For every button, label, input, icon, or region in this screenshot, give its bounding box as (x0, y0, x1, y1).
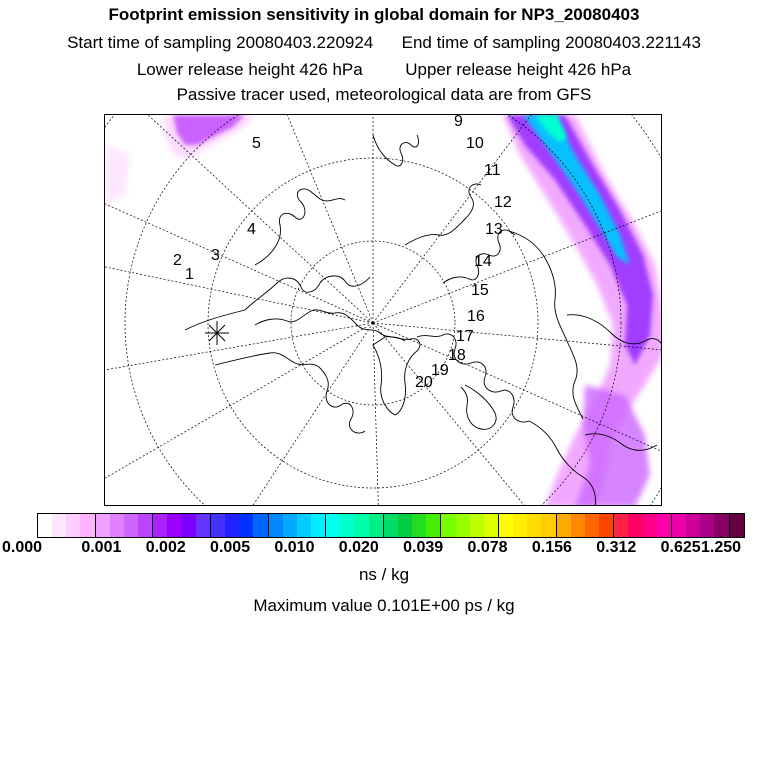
end-time-label: End time of sampling 20080403.221143 (401, 33, 701, 52)
trajectory-label: 15 (471, 282, 489, 299)
colorbar-cell (340, 514, 354, 537)
release-heights (0, 60, 768, 80)
coastline-arctic-russia (255, 310, 405, 341)
colorbar-cell (38, 514, 52, 537)
trajectory-label: 17 (456, 328, 474, 345)
trajectory-label: 16 (467, 308, 485, 325)
colorbar-cell (456, 514, 470, 537)
colorbar-cell (124, 514, 138, 537)
colorbar-cell (326, 514, 340, 537)
colorbar-cell (225, 514, 239, 537)
plume-left-faint (105, 145, 130, 205)
colorbar-cell (138, 514, 153, 537)
colorbar-cell (426, 514, 441, 537)
colorbar-cell (182, 514, 196, 537)
colorbar-tick-label: 0.625 (660, 539, 701, 556)
colorbar-cell (52, 514, 66, 537)
colorbar-tick-label: 0.000 (1, 539, 43, 556)
colorbar-cell (297, 514, 311, 537)
map-panel (104, 114, 662, 506)
colorbar-cell (311, 514, 326, 537)
trajectory-label: 13 (485, 221, 503, 238)
colorbar-cell (369, 514, 384, 537)
colorbar-cell (714, 514, 729, 537)
coastline-europe (215, 353, 365, 433)
colorbar-cell (167, 514, 181, 537)
colorbar-cell (557, 514, 571, 537)
colorbar-cell (80, 514, 95, 537)
colorbar-cell (571, 514, 585, 537)
colorbar-cell (412, 514, 426, 537)
sampling-times (0, 33, 768, 53)
colorbar-cell (599, 514, 614, 537)
colorbar-cell (643, 514, 657, 537)
colorbar-cell (484, 514, 499, 537)
colorbar-cell (700, 514, 714, 537)
trajectory-label: 4 (247, 221, 256, 238)
colorbar-cell (513, 514, 527, 537)
trajectory-label: 19 (431, 362, 449, 379)
colorbar-cell (614, 514, 628, 537)
trajectory-labels (173, 115, 512, 391)
colorbar-cell (283, 514, 297, 537)
colorbar-cell (269, 514, 283, 537)
start-time-label: Start time of sampling 20080403.220924 (67, 33, 374, 52)
colorbar (37, 513, 745, 538)
colorbar-cell (211, 514, 225, 537)
trajectory-label: 2 (173, 252, 182, 269)
colorbar-tick-label: 0.010 (274, 539, 315, 556)
chart-title: Footprint emission sensitivity in global domain for NP3_20080403 (108, 5, 640, 24)
colorbar-cell (657, 514, 672, 537)
colorbar-tick-label: 0.156 (531, 539, 572, 556)
lower-height-label: Lower release height 426 hPa (136, 60, 363, 79)
trajectory-label: 11 (484, 162, 501, 179)
colorbar-tick-label: 0.312 (596, 539, 637, 556)
maximum-value-label: Maximum value 0.101E+00 ps / kg (253, 596, 515, 615)
colorbar-cell (253, 514, 268, 537)
colorbar-cell (541, 514, 556, 537)
colorbar-cell (398, 514, 412, 537)
coastline-top-mid (373, 135, 419, 166)
polar-map (105, 115, 662, 506)
colorbar-cell (110, 514, 124, 537)
coastline-east-asia (255, 189, 345, 265)
colorbar-cell (470, 514, 484, 537)
colorbar-cell (441, 514, 455, 537)
trajectory-label: 1 (185, 266, 194, 283)
trajectory-label: 18 (448, 347, 466, 364)
colorbar-cell (527, 514, 541, 537)
colorbar-tick-label: 0.001 (81, 539, 122, 556)
colorbar-cell (672, 514, 686, 537)
colorbar-cell (153, 514, 167, 537)
trajectory-label: 20 (415, 374, 433, 391)
coastline-east-siberia (405, 184, 481, 245)
colorbar-tick-label: 0.039 (403, 539, 444, 556)
tracer-info: Passive tracer used, meteorological data are from GFS (176, 85, 592, 104)
colorbar-cell (66, 514, 80, 537)
colorbar-cell (384, 514, 398, 537)
colorbar-cell (628, 514, 642, 537)
colorbar-unit: ns / kg (358, 565, 410, 584)
trajectory-label: 14 (474, 253, 492, 270)
colorbar-cell (239, 514, 253, 537)
asterisk-icon (205, 321, 229, 345)
colorbar-tick-label: 0.005 (210, 539, 251, 556)
colorbar-cell (686, 514, 700, 537)
colorbar-cell (730, 514, 744, 537)
colorbar-tick-label: 0.078 (467, 539, 508, 556)
coastline-north-america-west (509, 231, 583, 419)
colorbar-cell (499, 514, 513, 537)
trajectory-label: 9 (454, 115, 463, 130)
colorbar-cell (354, 514, 368, 537)
trajectory-label: 10 (466, 135, 484, 152)
upper-height-label: Upper release height 426 hPa (405, 60, 632, 79)
colorbar-cell (196, 514, 211, 537)
sensitivity-field (105, 115, 662, 506)
trajectory-label: 12 (494, 194, 512, 211)
colorbar-tick-label: 1.250 (700, 539, 742, 556)
trajectory-label: 5 (252, 135, 261, 152)
trajectory-label: 3 (211, 247, 220, 264)
colorbar-tick-label: 0.002 (145, 539, 186, 556)
colorbar-cell (96, 514, 110, 537)
colorbar-tick-label: 0.020 (338, 539, 379, 556)
colorbar-cell (585, 514, 599, 537)
coastline-greenland (373, 337, 420, 415)
